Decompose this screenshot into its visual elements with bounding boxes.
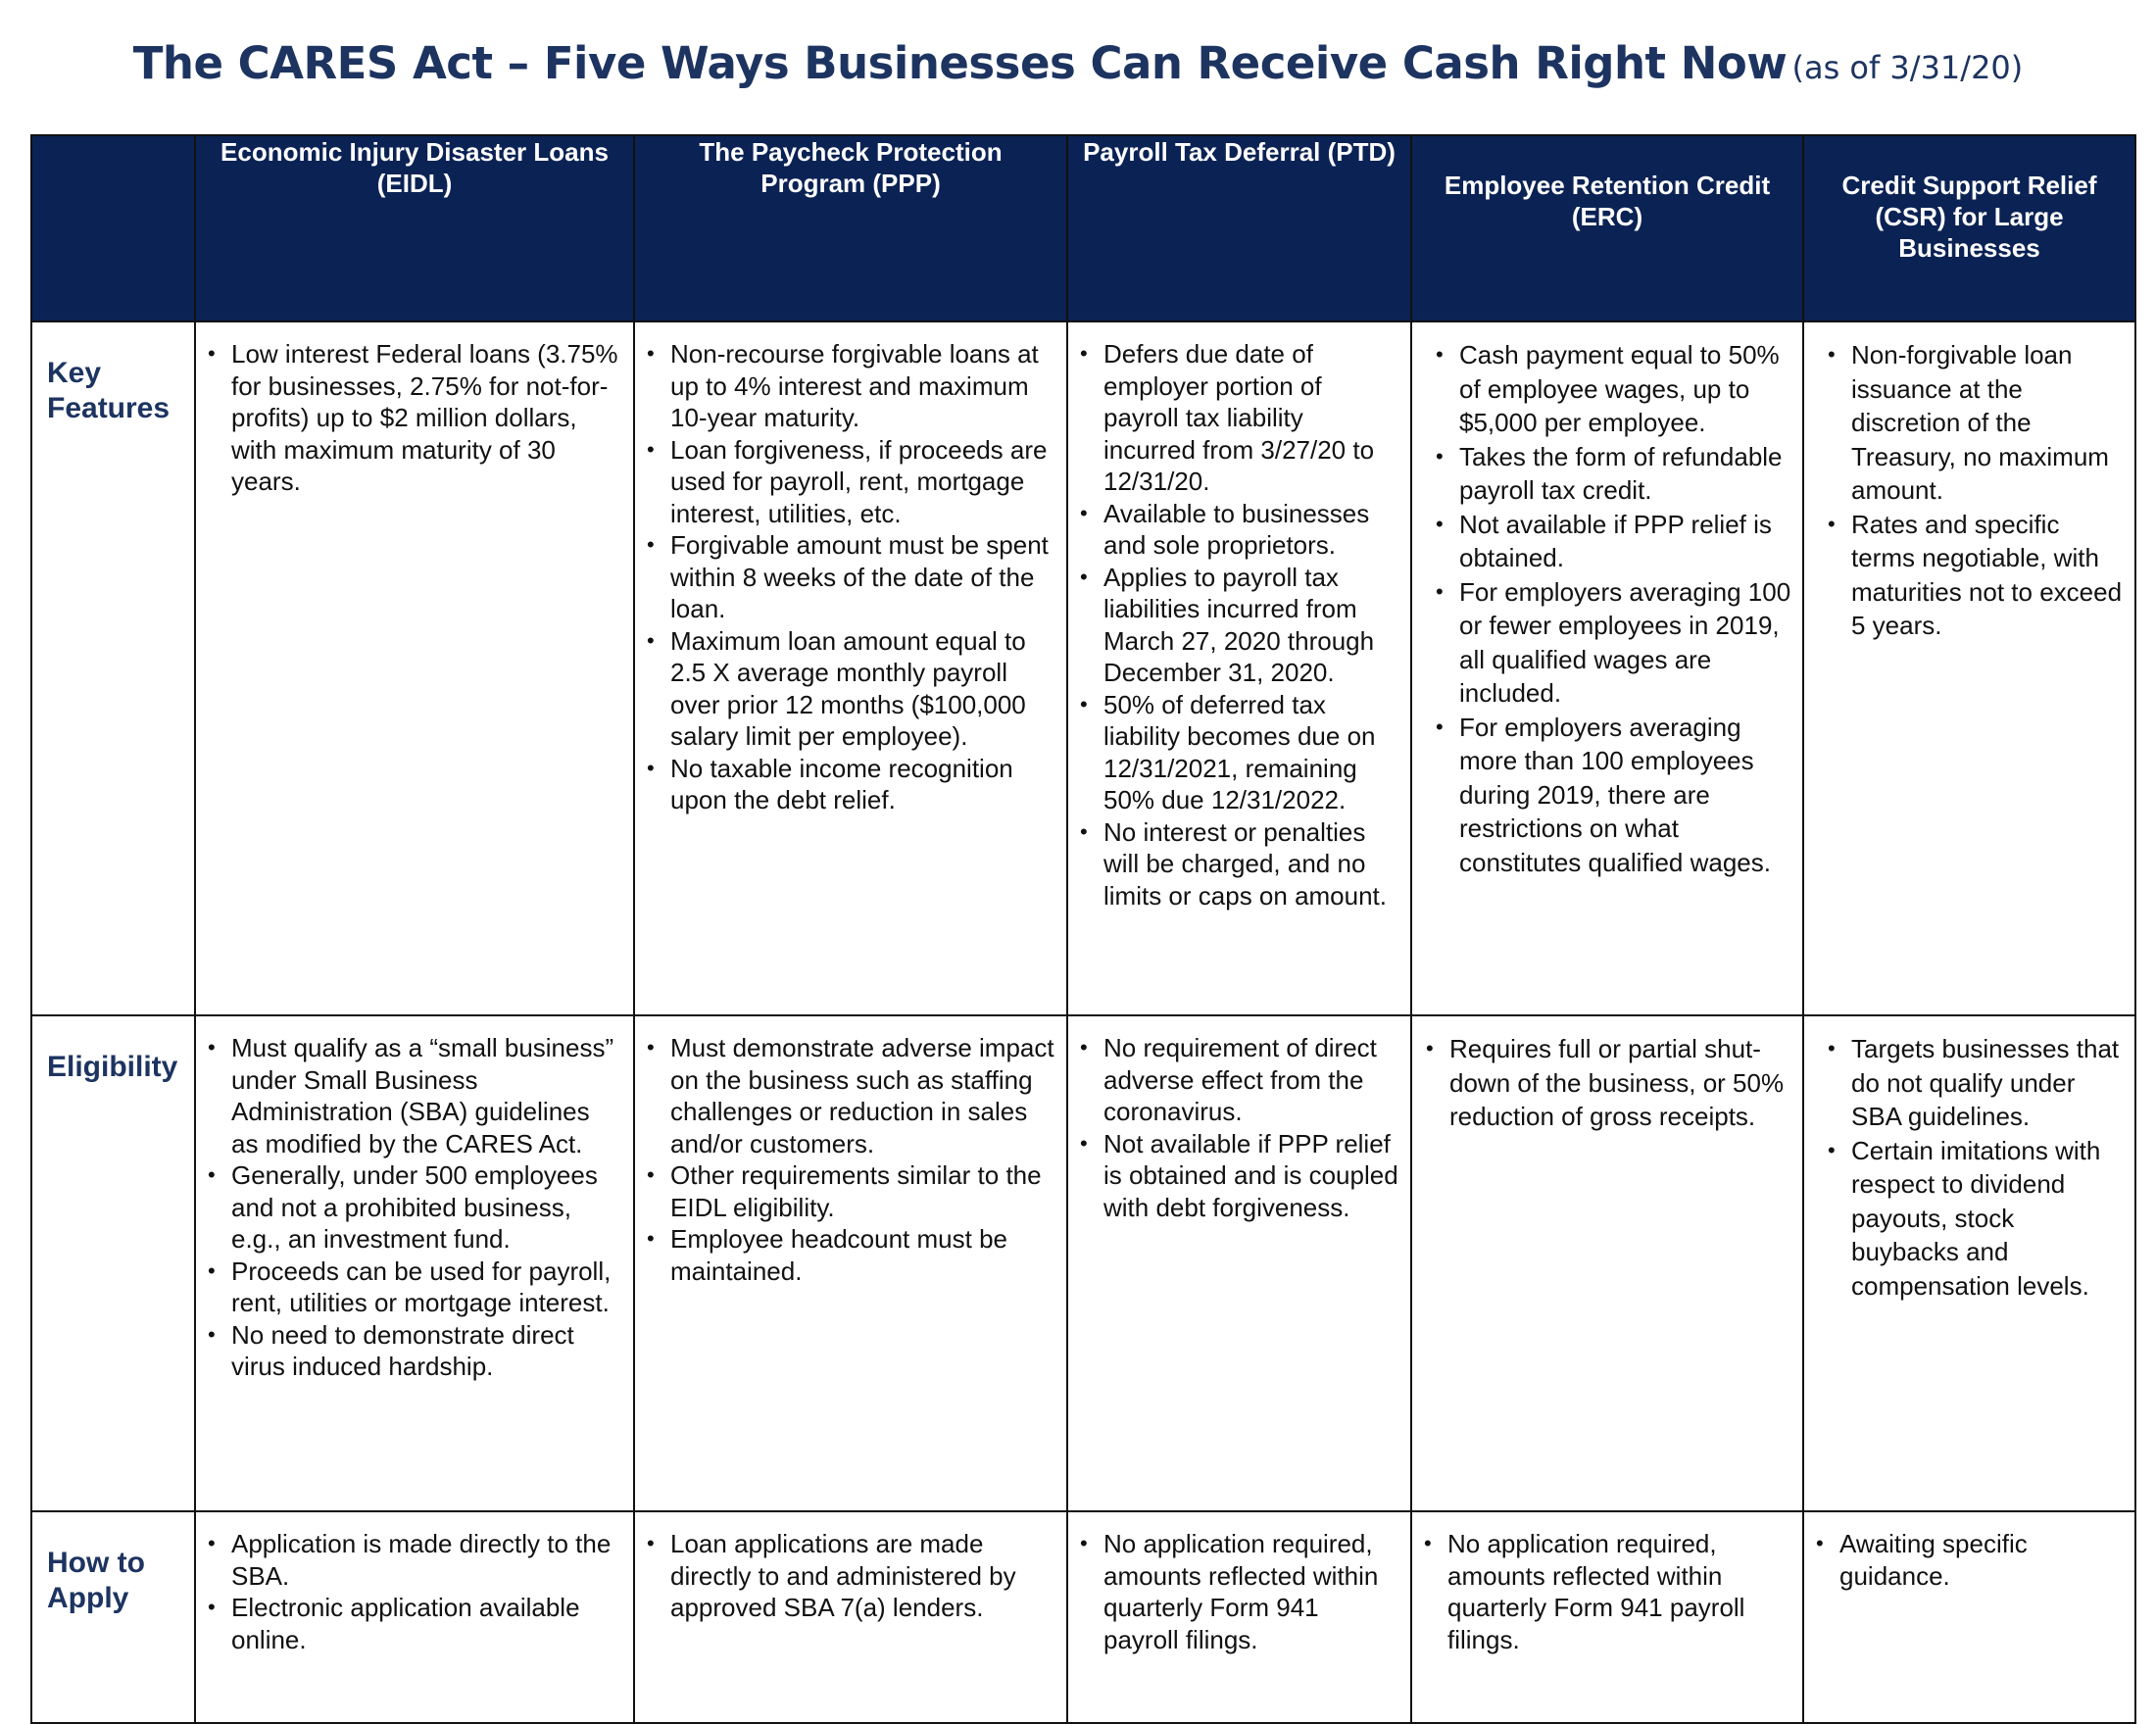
bullet-item: • Non-recourse forgivable loans at up to 4% interest and maximum 10-year maturity. xyxy=(645,338,1056,434)
bullet-list xyxy=(645,1528,1056,1624)
bullet-item: • Other requirements similar to the EIDL eligibility. xyxy=(645,1159,1056,1223)
col-header-eidl: Economic Injury Disaster Loans (EIDL) xyxy=(195,135,634,321)
bullet-item: • Non-forgivable loan issuance at the discretion of the Treasury, no maximum amount. xyxy=(1814,338,2125,508)
row-label-how-to-apply: How to Apply xyxy=(31,1511,195,1723)
bullet-item: • Not available if PPP relief is obtained. xyxy=(1422,508,1792,575)
bullet-item: • Employee headcount must be maintained. xyxy=(645,1223,1056,1287)
cell-eligibility-erc xyxy=(1411,1015,1803,1511)
bullet-item: • Certain imitations with respect to dividend payouts, stock buybacks and compensation levels. xyxy=(1814,1134,2125,1304)
comparison-table xyxy=(30,134,2136,1724)
bullet-item: • Takes the form of refundable payroll tax credit. xyxy=(1422,440,1792,508)
bullet-list xyxy=(645,1032,1056,1287)
cell-key-features-eidl xyxy=(195,321,634,1015)
col-header-ptd: Payroll Tax Deferral (PTD) xyxy=(1067,135,1411,321)
cell-apply-ptd xyxy=(1067,1511,1411,1723)
col-header-erc: Employee Retention Credit (ERC) xyxy=(1411,135,1803,321)
col-header-ppp: The Paycheck Protection Program (PPP) xyxy=(634,135,1067,321)
bullet-list xyxy=(645,338,1056,816)
bullet-list xyxy=(1814,338,2125,643)
bullet-list xyxy=(1422,338,1792,879)
bullet-item: • Applies to payroll tax liabilities incurred from March 27, 2020 through December 31, 2020. xyxy=(1078,562,1400,689)
row-label-key-features: Key Features xyxy=(31,321,195,1015)
bullet-item: • Low interest Federal loans (3.75% for businesses, 2.75% for not-for-profits) up to $2 million dollars, with maximum maturity of 30 years. xyxy=(206,338,623,498)
bullet-item: • Forgivable amount must be spent within 8 weeks of the date of the loan. xyxy=(645,529,1056,625)
bullet-item: • Must demonstrate adverse impact on the business such as staffing challenges or reduction in sales and/or customers. xyxy=(645,1032,1056,1159)
bullet-item: • Proceeds can be used for payroll, rent, utilities or mortgage interest. xyxy=(206,1256,623,1319)
bullet-list xyxy=(206,338,623,498)
bullet-item: • Available to businesses and sole proprietors. xyxy=(1078,498,1400,562)
cell-key-features-erc xyxy=(1411,321,1803,1015)
bullet-item: • Not available if PPP relief is obtained and is coupled with debt forgiveness. xyxy=(1078,1128,1400,1224)
bullet-list xyxy=(1422,1528,1792,1655)
bullet-list xyxy=(206,1032,623,1383)
bullet-item: • Loan forgiveness, if proceeds are used for payroll, rent, mortgage interest, utilities, etc. xyxy=(645,434,1056,530)
cell-apply-csr xyxy=(1803,1511,2135,1723)
bullet-item: • For employers averaging 100 or fewer employees in 2019, all qualified wages are included. xyxy=(1422,575,1792,711)
bullet-item: • Electronic application available online. xyxy=(206,1592,623,1655)
cell-eligibility-ppp xyxy=(634,1015,1067,1511)
bullet-item: • Requires full or partial shut-down of the business, or 50% reduction of gross receipts. xyxy=(1412,1032,1792,1134)
bullet-list xyxy=(1814,1528,2125,1592)
header-corner xyxy=(31,135,195,321)
row-eligibility xyxy=(31,1015,2135,1511)
row-how-to-apply xyxy=(31,1511,2135,1723)
bullet-item: • Cash payment equal to 50% of employee wages, up to $5,000 per employee. xyxy=(1422,338,1792,440)
bullet-item: • For employers averaging more than 100 employees during 2019, there are restrictions on what constitutes qualified wages. xyxy=(1422,711,1792,880)
cell-apply-ppp xyxy=(634,1511,1067,1723)
bullet-item: • Generally, under 500 employees and not a prohibited business, e.g., an investment fund. xyxy=(206,1159,623,1256)
bullet-list xyxy=(1814,1032,2125,1303)
col-header-csr: Credit Support Relief (CSR) for Large Businesses xyxy=(1803,135,2135,321)
bullet-item: • Awaiting specific guidance. xyxy=(1814,1528,2125,1592)
bullet-item: • 50% of deferred tax liability becomes due on 12/31/2021, remaining 50% due 12/31/2022. xyxy=(1078,689,1400,816)
bullet-item: • Must qualify as a “small business” under Small Business Administration (SBA) guidelines as modified by the CARES Act. xyxy=(206,1032,623,1159)
cell-eligibility-csr xyxy=(1803,1015,2135,1511)
cell-apply-eidl xyxy=(195,1511,634,1723)
bullet-item: • Loan applications are made directly to and administered by approved SBA 7(a) lenders. xyxy=(645,1528,1056,1624)
bullet-list xyxy=(1412,1032,1792,1134)
bullet-list xyxy=(1078,1032,1400,1223)
cell-eligibility-eidl xyxy=(195,1015,634,1511)
cell-key-features-csr xyxy=(1803,321,2135,1015)
cell-apply-erc xyxy=(1411,1511,1803,1723)
row-key-features xyxy=(31,321,2135,1015)
bullet-item: • No taxable income recognition upon the debt relief. xyxy=(645,753,1056,816)
bullet-list xyxy=(1078,1528,1400,1655)
bullet-item: • Defers due date of employer portion of payroll tax liability incurred from 3/27/20 to 12/31/20. xyxy=(1078,338,1400,498)
cell-eligibility-ptd xyxy=(1067,1015,1411,1511)
bullet-item: • Application is made directly to the SBA. xyxy=(206,1528,623,1592)
bullet-item: • Maximum loan amount equal to 2.5 X average monthly payroll over prior 12 months ($100,000 salary limit per employee). xyxy=(645,625,1056,753)
bullet-list xyxy=(206,1528,623,1655)
bullet-item: • No requirement of direct adverse effect from the coronavirus. xyxy=(1078,1032,1400,1128)
title-date: (as of 3/31/20) xyxy=(1791,49,2024,86)
cell-key-features-ptd xyxy=(1067,321,1411,1015)
bullet-item: • No application required, amounts reflected within quarterly Form 941 payroll filings. xyxy=(1078,1528,1400,1655)
bullet-item: • No need to demonstrate direct virus induced hardship. xyxy=(206,1319,623,1383)
title-main: The CARES Act – Five Ways Businesses Can Receive Cash Right Now xyxy=(132,37,1788,89)
row-label-eligibility: Eligibility xyxy=(31,1015,195,1511)
bullet-item: • Targets businesses that do not qualify under SBA guidelines. xyxy=(1814,1032,2125,1134)
header-row xyxy=(31,135,2135,321)
bullet-item: • Rates and specific terms negotiable, with maturities not to exceed 5 years. xyxy=(1814,508,2125,643)
bullet-list xyxy=(1078,338,1400,911)
cell-key-features-ppp xyxy=(634,321,1067,1015)
bullet-item: • No application required, amounts reflected within quarterly Form 941 payroll filings. xyxy=(1422,1528,1792,1655)
page-title xyxy=(0,37,2156,89)
bullet-item: • No interest or penalties will be charged, and no limits or caps on amount. xyxy=(1078,816,1400,912)
